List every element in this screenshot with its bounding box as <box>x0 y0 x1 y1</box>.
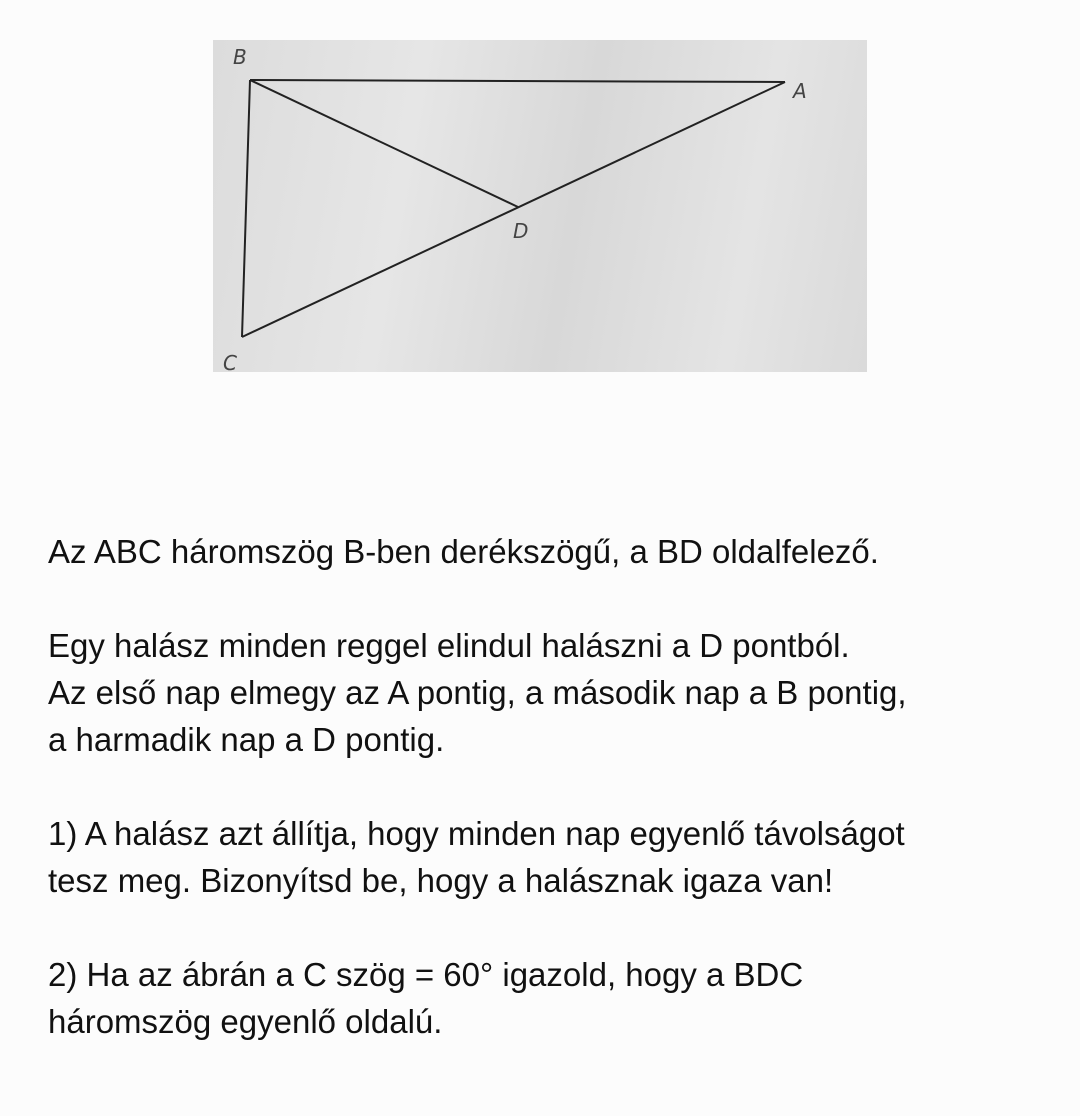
question-2-line-1: 2) Ha az ábrán a C szög = 60° igazold, hogy a BDC <box>48 956 804 993</box>
side-CA <box>242 82 785 337</box>
label-D: D <box>513 219 529 243</box>
side-BC <box>242 80 250 337</box>
triangle-figure-photo <box>213 40 867 372</box>
side-BA <box>250 80 785 82</box>
question-1-line-2: tesz meg. Bizonyítsd be, hogy a halásznak igaza van! <box>48 862 834 899</box>
label-A: A <box>793 79 807 103</box>
story-line-1: Egy halász minden reggel elindul halászni a D pontból. <box>48 627 850 664</box>
problem-text <box>48 528 1048 1045</box>
story-line-3: a harmadik nap a D pontig. <box>48 721 445 758</box>
question-2-line-2: háromszög egyenlő oldalú. <box>48 1003 443 1040</box>
label-C: C <box>223 351 237 372</box>
triangle-diagram <box>213 40 867 372</box>
median-BD <box>250 80 518 207</box>
story-line-2: Az első nap elmegy az A pontig, a második nap a B pontig, <box>48 674 907 711</box>
problem-statement: Az ABC háromszög B-ben derékszögű, a BD oldalfelező. <box>48 533 879 570</box>
question-1-line-1: 1) A halász azt állítja, hogy minden nap egyenlő távolságot <box>48 815 905 852</box>
label-B: B <box>233 45 247 69</box>
